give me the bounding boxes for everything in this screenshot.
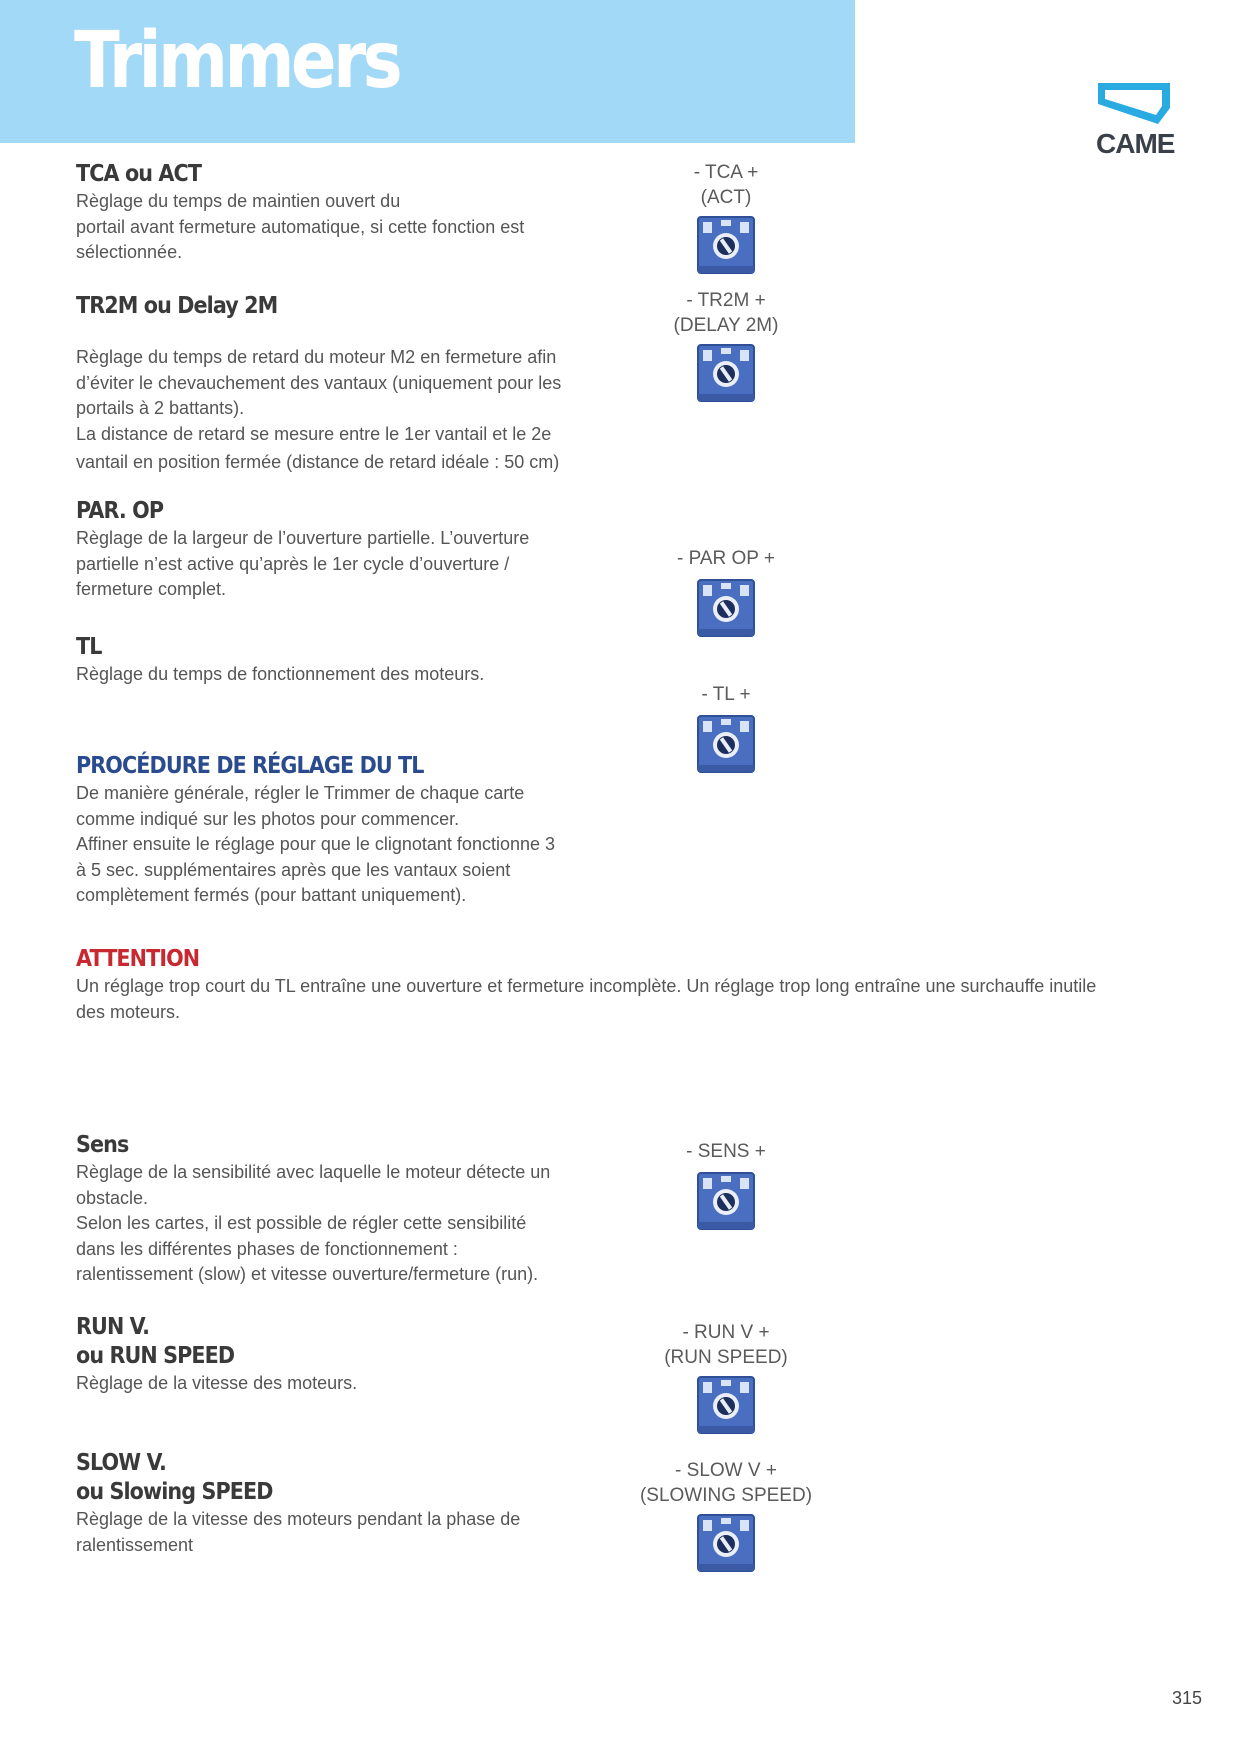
section-line: fermeture complet. [76, 579, 227, 599]
trimmer-label: - SLOW V + [675, 1460, 777, 1481]
trimmer-par-op [611, 546, 841, 637]
potentiometer-trimmer-icon [697, 1514, 755, 1572]
trimmer-label: - SENS + [686, 1141, 766, 1162]
trimmer-sublabel: (DELAY 2M) [673, 315, 779, 336]
section-line: La distance de retard se mesure entre le 1er vantail et le 2e [76, 423, 552, 444]
section-line: Règlage du temps de fonctionnement des moteurs. [76, 664, 485, 684]
section-line: portail avant fermeture automatique, si cette fonction est [76, 216, 525, 237]
section-title: Sens [76, 1132, 129, 1158]
trimmer-label: - TR2M + [686, 290, 766, 311]
section-line: dans les différentes phases de fonctionnement : [76, 1238, 458, 1259]
page-title: Trimmers [74, 16, 400, 106]
potentiometer-trimmer-icon [697, 344, 755, 402]
section-title: SLOW V. [76, 1450, 166, 1476]
trimmer-sublabel: (RUN SPEED) [664, 1347, 788, 1368]
trimmer-sens [611, 1139, 841, 1230]
trimmer-run-v [611, 1320, 841, 1434]
section-subtitle: ou RUN SPEED [76, 1343, 235, 1369]
section-title: ATTENTION [76, 946, 200, 972]
trimmer-sublabel: (SLOWING SPEED) [639, 1485, 813, 1506]
section-title: TL [76, 634, 102, 660]
trimmer-label: - RUN V + [682, 1322, 770, 1343]
section-tl [76, 633, 606, 688]
section-line: ralentissement [76, 1534, 194, 1555]
section-sens [76, 1131, 606, 1288]
section-title: TCA ou ACT [76, 161, 202, 187]
section-line: complètement fermés (pour battant uniquement). [76, 885, 467, 905]
section-title: TR2M ou Delay 2M [76, 293, 278, 319]
section-line: sélectionnée. [76, 242, 183, 262]
potentiometer-trimmer-icon [697, 1376, 755, 1434]
trimmer-sublabel: (ACT) [700, 187, 752, 208]
section-procedure [76, 752, 636, 909]
logo-text: CAME [1096, 128, 1175, 159]
section-line: d’éviter le chevauchement des vantaux (uniquement pour les [76, 372, 562, 393]
potentiometer-trimmer-icon [697, 1172, 755, 1230]
came-logo-icon [1096, 80, 1172, 126]
section-line: portails à 2 battants). [76, 398, 245, 418]
section-par-op [76, 497, 606, 603]
trimmer-label: - TCA + [693, 162, 759, 183]
trimmer-label: - PAR OP + [676, 548, 776, 569]
section-subtitle: ou Slowing SPEED [76, 1479, 273, 1505]
came-logo [1096, 80, 1176, 160]
section-line: Règlage de la sensibilité avec laquelle le moteur détecte un [76, 1162, 551, 1182]
section-line: à 5 sec. supplémentaires après que les vantaux soient [76, 859, 511, 880]
section-title: RUN V. [76, 1314, 150, 1340]
potentiometer-trimmer-icon [697, 216, 755, 274]
section-line: Règlage du temps de maintien ouvert du [76, 191, 401, 211]
section-line: Règlage de la largeur de l’ouverture partielle. L’ouverture [76, 528, 530, 548]
trimmer-tca [611, 160, 841, 274]
section-run-v [76, 1313, 606, 1397]
section-line: des moteurs. [76, 1001, 181, 1022]
potentiometer-trimmer-icon [697, 715, 755, 773]
page-number: 315 [1172, 1688, 1203, 1708]
trimmer-label: - TL + [701, 684, 751, 705]
section-line: comme indiqué sur les photos pour commencer. [76, 808, 460, 829]
section-line: partielle n’est active qu’après le 1er cycle d’ouverture / [76, 553, 510, 574]
section-line: ralentissement (slow) et vitesse ouverture/fermeture (run). [76, 1264, 539, 1284]
potentiometer-trimmer-icon [697, 579, 755, 637]
section-tr2m [76, 292, 606, 476]
trimmer-tr2m [611, 288, 841, 402]
section-title: PROCÉDURE DE RÉGLAGE DU TL [76, 753, 424, 779]
section-title: PAR. OP [76, 498, 164, 524]
section-attention [76, 945, 1186, 1025]
section-line: Un réglage trop court du TL entraîne une ouverture et fermeture incomplète. Un réglage trop long entraîne une surchauffe inutile [76, 976, 1097, 996]
trimmer-tl [611, 682, 841, 773]
section-line: Affiner ensuite le réglage pour que le clignotant fonctionne 3 [76, 834, 556, 854]
trimmer-slow-v [611, 1458, 841, 1572]
section-line: vantail en position fermée (distance de retard idéale : 50 cm) [76, 452, 560, 472]
section-line: Règlage du temps de retard du moteur M2 en fermeture afin [76, 347, 557, 367]
section-line: obstacle. [76, 1187, 149, 1208]
section-slow-v [76, 1449, 606, 1558]
section-line: Règlage de la vitesse des moteurs. [76, 1373, 358, 1393]
section-line: De manière générale, régler le Trimmer de chaque carte [76, 783, 525, 803]
section-line: Règlage de la vitesse des moteurs pendant la phase de [76, 1509, 521, 1529]
section-line: Selon les cartes, il est possible de régler cette sensibilité [76, 1213, 527, 1233]
section-tca [76, 160, 606, 266]
